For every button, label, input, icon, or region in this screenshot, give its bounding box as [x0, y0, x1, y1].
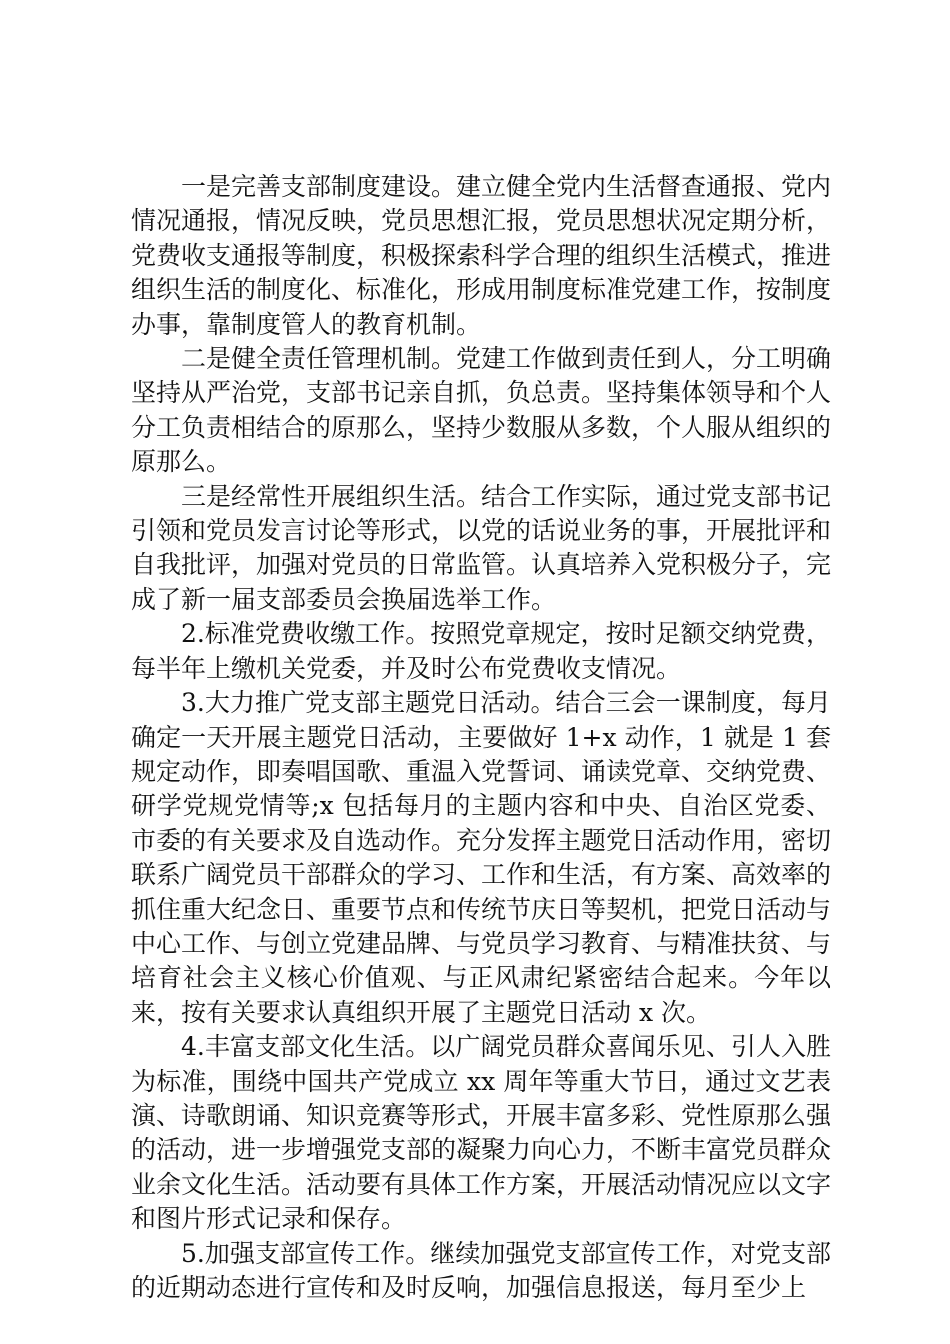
- paragraph-theme-party-day: 3.大力推广党支部主题党日活动。结合三会一课制度，每月确定一天开展主题党日活动，主要做好 1+x 动作，1 就是 1 套规定动作，即奏唱国歌、重温入党誓词、诵读党章、交纳党费、研学党规党情等;x 包括每月的主题内容和中央、自治区党委、市委的有关要求及自选动作。充分发挥主题党日活动作用，密切联系广阔党员干部群众的学习、工作和生活，有方案、高效率的抓住重大纪念日、重要节点和传统节庆日等契机，把党日活动与中心工作、与创立党建品牌、与党员学习教育、与精准扶贫、与培育社会主义核心价值观、与正风肃纪紧密结合起来。今年以来，按有关要求认真组织开展了主题党日活动 x 次。: [131, 688, 832, 1027]
- paragraph-party-dues: 2.标准党费收缴工作。按照党章规定，按时足额交纳党费，每半年上缴机关党委，并及时公布党费收支情况。: [131, 619, 831, 683]
- paragraph-branch-system: 一是完善支部制度建设。建立健全党内生活督查通报、党内情况通报，情况反映，党员思想汇报，党员思想状况定期分析，党费收支通报等制度，积极探索科学合理的组织生活模式，推进组织生活的制度化、标准化，形成用制度标准党建工作，按制度办事，靠制度管人的教育机制。: [131, 172, 832, 339]
- paragraph-publicity: 5.加强支部宣传工作。继续加强党支部宣传工作，对党支部的近期动态进行宣传和及时反响，加强信息报送，每月至少上: [131, 1238, 831, 1302]
- paragraph-responsibility: 二是健全责任管理机制。党建工作做到责任到人，分工明确坚持从严治党，支部书记亲自抓，负总责。坚持集体领导和个人分工负责相结合的原那么，坚持少数服从多数，个人服从组织的原那么。: [131, 344, 832, 477]
- paragraph-organizational-life: 三是经常性开展组织生活。结合工作实际，通过党支部书记引领和党员发言讨论等形式，以党的话说业务的事，开展批评和自我批评，加强对党员的日常监管。认真培养入党积极分子，完成了新一届支部委员会换届选举工作。: [131, 481, 832, 614]
- paragraph-cultural-life: 4.丰富支部文化生活。以广阔党员群众喜闻乐见、引人入胜为标准，围绕中国共产党成立 xx 周年等重大节日，通过文艺表演、诗歌朗诵、知识竞赛等形式，开展丰富多彩、党性原那么强的活动，进一步增强党支部的凝聚力向心力，不断丰富党员群众业余文化生活。活动要有具体工作方案，开展活动情况应以文字和图片形式记录和保存。: [131, 1032, 832, 1234]
- document-body: [131, 170, 831, 1305]
